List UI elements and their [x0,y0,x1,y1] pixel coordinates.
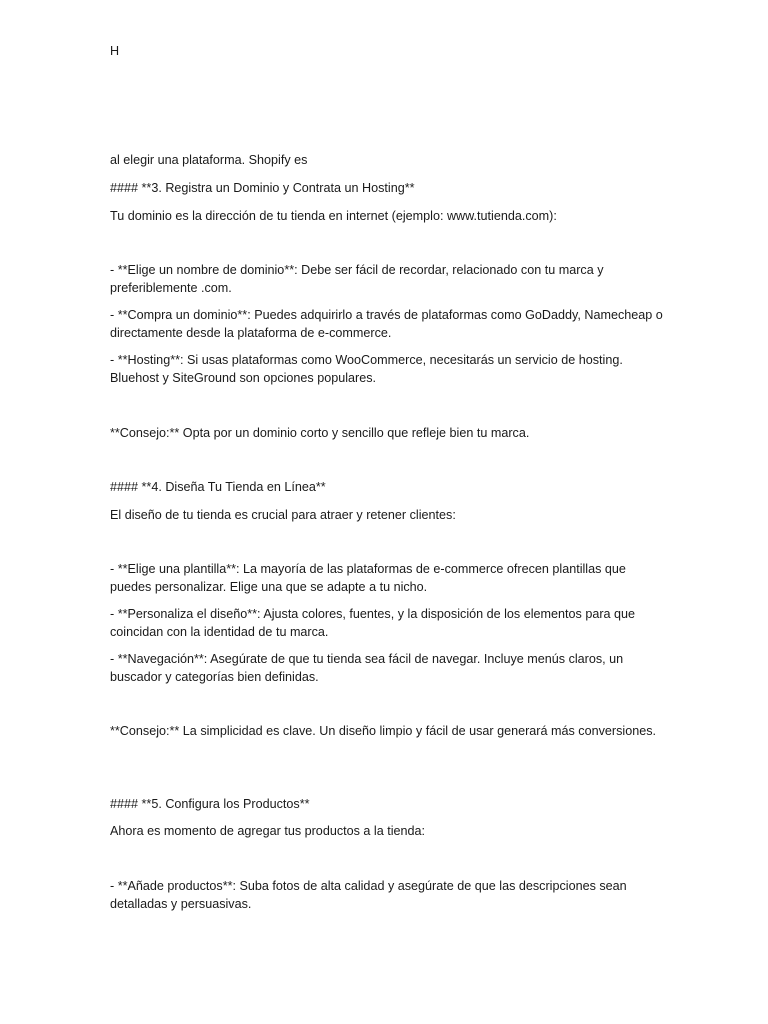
list-item-domain-name: - **Elige un nombre de dominio**: Debe ser fácil de recordar, relacionado con tu marca y preferiblemente .com. [110,263,604,295]
list-item-customize: - **Personaliza el diseño**: Ajusta colores, fuentes, y la disposición de los elementos para que coincidan con la identidad de tu marca. [110,607,636,639]
header-char: H [110,44,120,58]
paragraph-design-intro: El diseño de tu tienda es crucial para atraer y retener clientes: [110,508,456,522]
heading-step-5: #### **5. Configura los Productos** [110,797,310,811]
list-item-navigation: - **Navegación**: Asegúrate de que tu tienda sea fácil de navegar. Incluye menús claros, un buscador y categorías bien definidas. [110,652,624,684]
paragraph-intro-fragment: al elegir una plataforma. Shopify es [110,153,308,167]
heading-step-4: #### **4. Diseña Tu Tienda en Línea** [110,480,326,494]
tip-design: **Consejo:** La simplicidad es clave. Un diseño limpio y fácil de usar generará más conversiones. [110,724,657,738]
paragraph-products-intro: Ahora es momento de agregar tus productos a la tienda: [110,824,426,838]
paragraph-domain-intro: Tu dominio es la dirección de tu tienda en internet (ejemplo: www.tutienda.com): [110,209,557,223]
list-item-hosting: - **Hosting**: Si usas plataformas como WooCommerce, necesitarás un servicio de hosting. Bluehost y SiteGround son opciones populares. [110,353,623,385]
list-item-buy-domain: - **Compra un dominio**: Puedes adquirirlo a través de plataformas como GoDaddy, Namecheap o directamente desde la plataforma de e-commerce. [110,308,663,340]
list-item-template: - **Elige una plantilla**: La mayoría de las plataformas de e-commerce ofrecen plantillas que puedes personalizar. Elige una que se adapte a tu nicho. [110,562,626,594]
list-item-add-products: - **Añade productos**: Suba fotos de alta calidad y asegúrate de que las descripciones sean detalladas y persuasivas. [110,879,627,911]
tip-domain: **Consejo:** Opta por un dominio corto y sencillo que refleje bien tu marca. [110,426,530,440]
heading-step-3: #### **3. Registra un Dominio y Contrata un Hosting** [110,181,415,195]
